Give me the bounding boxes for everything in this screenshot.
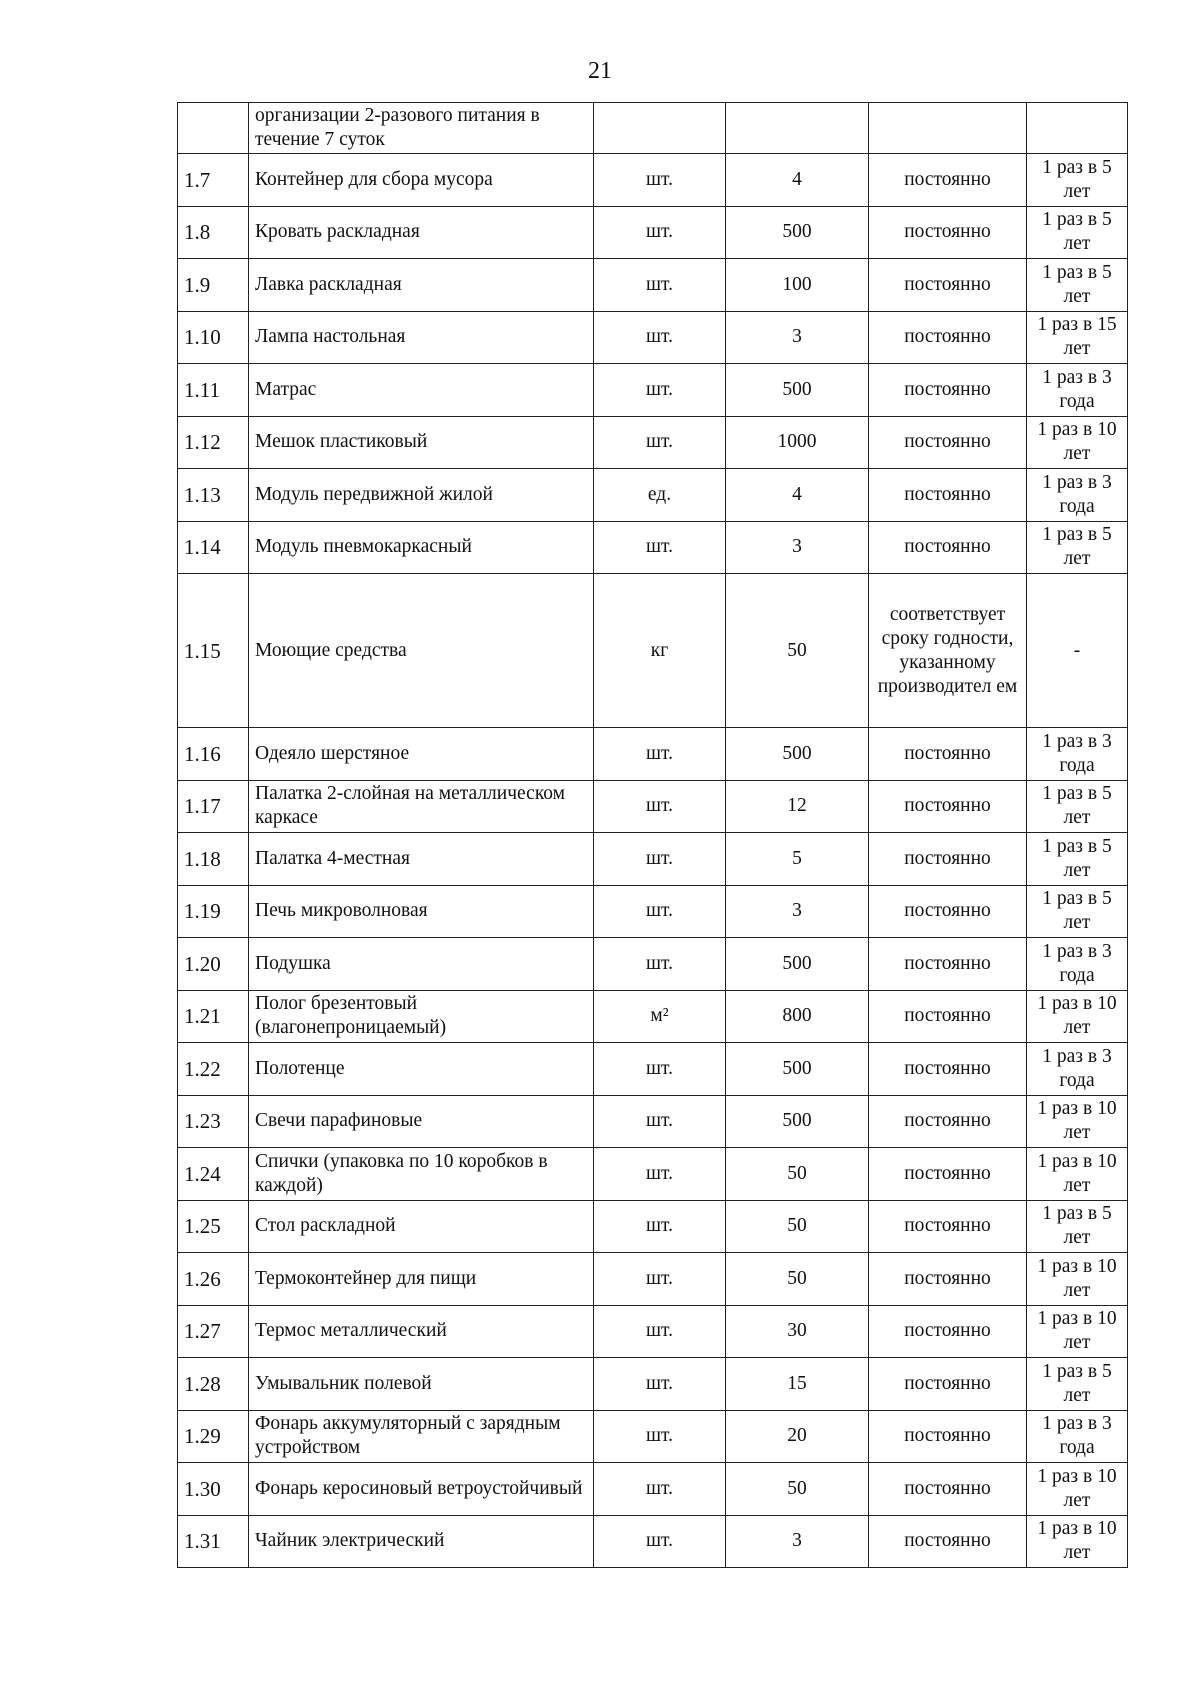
item-number-cell: 1.10: [178, 311, 249, 364]
table-row: [178, 938, 1128, 991]
unit-cell: шт.: [594, 1305, 726, 1358]
unit-cell: кг: [594, 574, 726, 728]
quantity-cell: 4: [726, 469, 869, 522]
replacement-period-cell: 1 раз в 10 лет: [1027, 1463, 1128, 1516]
item-number-cell: 1.15: [178, 574, 249, 728]
item-name-cell: Лампа настольная: [249, 311, 594, 364]
item-name-cell: Мешок пластиковый: [249, 416, 594, 469]
table-row: [178, 521, 1128, 574]
table-row: [178, 1358, 1128, 1411]
quantity-cell: 500: [726, 1095, 869, 1148]
unit-cell: шт.: [594, 1358, 726, 1411]
replacement-period-cell: 1 раз в 5 лет: [1027, 521, 1128, 574]
quantity-cell: 500: [726, 938, 869, 991]
quantity-cell: 100: [726, 259, 869, 312]
unit-cell: шт.: [594, 728, 726, 781]
item-number-cell: 1.27: [178, 1305, 249, 1358]
item-number-cell: 1.9: [178, 259, 249, 312]
item-number-cell: 1.14: [178, 521, 249, 574]
storage-term-cell: соответствует сроку годности, указанному производител ем: [869, 574, 1027, 728]
item-name-cell: Термос металлический: [249, 1305, 594, 1358]
item-name-cell: Матрас: [249, 364, 594, 417]
item-name-cell: Модуль передвижной жилой: [249, 469, 594, 522]
quantity-cell: 50: [726, 1200, 869, 1253]
replacement-period-cell: 1 раз в 3 года: [1027, 1410, 1128, 1463]
unit-cell: [594, 103, 726, 154]
unit-cell: шт.: [594, 206, 726, 259]
replacement-period-cell: 1 раз в 5 лет: [1027, 780, 1128, 833]
storage-term-cell: постоянно: [869, 1515, 1027, 1568]
unit-cell: м²: [594, 990, 726, 1043]
item-name-cell: Моющие средства: [249, 574, 594, 728]
unit-cell: шт.: [594, 364, 726, 417]
table-row: [178, 206, 1128, 259]
item-number-cell: 1.19: [178, 885, 249, 938]
quantity-cell: 50: [726, 574, 869, 728]
item-name-cell: Печь микроволновая: [249, 885, 594, 938]
unit-cell: шт.: [594, 521, 726, 574]
storage-term-cell: постоянно: [869, 416, 1027, 469]
item-name-cell: организации 2-разового питания в течение 7 суток: [249, 103, 594, 154]
table-row-continuation: [178, 103, 1128, 154]
table-row: [178, 311, 1128, 364]
unit-cell: шт.: [594, 1148, 726, 1201]
storage-term-cell: постоянно: [869, 833, 1027, 886]
item-number-cell: 1.7: [178, 154, 249, 207]
table-row: [178, 1410, 1128, 1463]
quantity-cell: 3: [726, 521, 869, 574]
unit-cell: шт.: [594, 1200, 726, 1253]
storage-term-cell: постоянно: [869, 1253, 1027, 1306]
replacement-period-cell: 1 раз в 5 лет: [1027, 885, 1128, 938]
unit-cell: шт.: [594, 833, 726, 886]
storage-term-cell: постоянно: [869, 1358, 1027, 1411]
replacement-period-cell: 1 раз в 10 лет: [1027, 1095, 1128, 1148]
quantity-cell: [726, 103, 869, 154]
replacement-period-cell: 1 раз в 10 лет: [1027, 1148, 1128, 1201]
item-name-cell: Контейнер для сбора мусора: [249, 154, 594, 207]
table-row: [178, 990, 1128, 1043]
unit-cell: шт.: [594, 1515, 726, 1568]
storage-term-cell: постоянно: [869, 1043, 1027, 1096]
storage-term-cell: постоянно: [869, 521, 1027, 574]
item-name-cell: Одеяло шерстяное: [249, 728, 594, 781]
item-name-cell: Подушка: [249, 938, 594, 991]
item-number-cell: 1.29: [178, 1410, 249, 1463]
unit-cell: шт.: [594, 154, 726, 207]
item-name-cell: Фонарь аккумуляторный с зарядным устройством: [249, 1410, 594, 1463]
table-row: [178, 1253, 1128, 1306]
unit-cell: шт.: [594, 311, 726, 364]
quantity-cell: 50: [726, 1253, 869, 1306]
quantity-cell: 50: [726, 1148, 869, 1201]
table-row: [178, 1515, 1128, 1568]
quantity-cell: 5: [726, 833, 869, 886]
replacement-period-cell: 1 раз в 15 лет: [1027, 311, 1128, 364]
quantity-cell: 1000: [726, 416, 869, 469]
storage-term-cell: постоянно: [869, 469, 1027, 522]
unit-cell: шт.: [594, 1043, 726, 1096]
quantity-cell: 12: [726, 780, 869, 833]
storage-term-cell: постоянно: [869, 728, 1027, 781]
replacement-period-cell: 1 раз в 5 лет: [1027, 833, 1128, 886]
replacement-period-cell: 1 раз в 10 лет: [1027, 416, 1128, 469]
quantity-cell: 500: [726, 728, 869, 781]
storage-term-cell: постоянно: [869, 206, 1027, 259]
item-number-cell: 1.31: [178, 1515, 249, 1568]
quantity-cell: 15: [726, 1358, 869, 1411]
page-number: 21: [588, 58, 612, 84]
item-number-cell: 1.28: [178, 1358, 249, 1411]
item-name-cell: Модуль пневмокаркасный: [249, 521, 594, 574]
item-name-cell: Умывальник полевой: [249, 1358, 594, 1411]
item-number-cell: 1.11: [178, 364, 249, 417]
quantity-cell: 30: [726, 1305, 869, 1358]
replacement-period-cell: 1 раз в 10 лет: [1027, 1305, 1128, 1358]
replacement-period-cell: 1 раз в 3 года: [1027, 1043, 1128, 1096]
replacement-period-cell: 1 раз в 10 лет: [1027, 1515, 1128, 1568]
unit-cell: шт.: [594, 938, 726, 991]
item-number-cell: [178, 103, 249, 154]
quantity-cell: 4: [726, 154, 869, 207]
item-number-cell: 1.8: [178, 206, 249, 259]
unit-cell: шт.: [594, 780, 726, 833]
replacement-period-cell: 1 раз в 5 лет: [1027, 1358, 1128, 1411]
replacement-period-cell: -: [1027, 574, 1128, 728]
item-name-cell: Кровать раскладная: [249, 206, 594, 259]
unit-cell: шт.: [594, 1463, 726, 1516]
item-number-cell: 1.25: [178, 1200, 249, 1253]
table-row: [178, 259, 1128, 312]
table-body: [178, 103, 1128, 1568]
quantity-cell: 500: [726, 364, 869, 417]
item-number-cell: 1.23: [178, 1095, 249, 1148]
storage-term-cell: постоянно: [869, 1148, 1027, 1201]
unit-cell: шт.: [594, 1095, 726, 1148]
quantity-cell: 800: [726, 990, 869, 1043]
storage-term-cell: постоянно: [869, 1463, 1027, 1516]
storage-term-cell: постоянно: [869, 1200, 1027, 1253]
quantity-cell: 50: [726, 1463, 869, 1516]
item-name-cell: Палатка 4-местная: [249, 833, 594, 886]
item-number-cell: 1.20: [178, 938, 249, 991]
item-name-cell: Чайник электрический: [249, 1515, 594, 1568]
quantity-cell: 3: [726, 885, 869, 938]
item-name-cell: Свечи парафиновые: [249, 1095, 594, 1148]
table-row: [178, 1305, 1128, 1358]
replacement-period-cell: 1 раз в 3 года: [1027, 364, 1128, 417]
storage-term-cell: постоянно: [869, 990, 1027, 1043]
storage-term-cell: постоянно: [869, 1410, 1027, 1463]
table-row: [178, 1148, 1128, 1201]
item-number-cell: 1.13: [178, 469, 249, 522]
table-row: [178, 728, 1128, 781]
item-number-cell: 1.16: [178, 728, 249, 781]
table-row: [178, 1095, 1128, 1148]
table-row: [178, 1200, 1128, 1253]
table-row: [178, 574, 1128, 728]
table-row: [178, 885, 1128, 938]
table-row: [178, 1043, 1128, 1096]
storage-term-cell: постоянно: [869, 364, 1027, 417]
storage-term-cell: постоянно: [869, 259, 1027, 312]
replacement-period-cell: 1 раз в 3 года: [1027, 728, 1128, 781]
item-number-cell: 1.21: [178, 990, 249, 1043]
item-name-cell: Спички (упаковка по 10 коробков в каждой): [249, 1148, 594, 1201]
item-name-cell: Полотенце: [249, 1043, 594, 1096]
supplies-table: [177, 102, 1128, 1568]
unit-cell: шт.: [594, 885, 726, 938]
item-name-cell: Термоконтейнер для пищи: [249, 1253, 594, 1306]
storage-term-cell: постоянно: [869, 780, 1027, 833]
item-number-cell: 1.24: [178, 1148, 249, 1201]
replacement-period-cell: 1 раз в 3 года: [1027, 469, 1128, 522]
replacement-period-cell: 1 раз в 5 лет: [1027, 154, 1128, 207]
unit-cell: шт.: [594, 1410, 726, 1463]
replacement-period-cell: [1027, 103, 1128, 154]
replacement-period-cell: 1 раз в 10 лет: [1027, 990, 1128, 1043]
replacement-period-cell: 1 раз в 10 лет: [1027, 1253, 1128, 1306]
table-row: [178, 780, 1128, 833]
table-row: [178, 416, 1128, 469]
unit-cell: шт.: [594, 1253, 726, 1306]
storage-term-cell: постоянно: [869, 1305, 1027, 1358]
storage-term-cell: [869, 103, 1027, 154]
replacement-period-cell: 1 раз в 5 лет: [1027, 206, 1128, 259]
item-number-cell: 1.18: [178, 833, 249, 886]
quantity-cell: 500: [726, 206, 869, 259]
storage-term-cell: постоянно: [869, 938, 1027, 991]
storage-term-cell: постоянно: [869, 885, 1027, 938]
quantity-cell: 20: [726, 1410, 869, 1463]
item-name-cell: Фонарь керосиновый ветроустойчивый: [249, 1463, 594, 1516]
storage-term-cell: постоянно: [869, 1095, 1027, 1148]
item-number-cell: 1.12: [178, 416, 249, 469]
item-number-cell: 1.17: [178, 780, 249, 833]
table-row: [178, 833, 1128, 886]
item-name-cell: Стол раскладной: [249, 1200, 594, 1253]
replacement-period-cell: 1 раз в 5 лет: [1027, 259, 1128, 312]
unit-cell: ед.: [594, 469, 726, 522]
item-name-cell: Полог брезентовый (влагонепроницаемый): [249, 990, 594, 1043]
item-number-cell: 1.30: [178, 1463, 249, 1516]
table-row: [178, 1463, 1128, 1516]
storage-term-cell: постоянно: [869, 311, 1027, 364]
quantity-cell: 500: [726, 1043, 869, 1096]
table-row: [178, 469, 1128, 522]
item-name-cell: Палатка 2-слойная на металлическом каркасе: [249, 780, 594, 833]
quantity-cell: 3: [726, 311, 869, 364]
replacement-period-cell: 1 раз в 5 лет: [1027, 1200, 1128, 1253]
item-name-cell: Лавка раскладная: [249, 259, 594, 312]
storage-term-cell: постоянно: [869, 154, 1027, 207]
item-number-cell: 1.26: [178, 1253, 249, 1306]
item-number-cell: 1.22: [178, 1043, 249, 1096]
quantity-cell: 3: [726, 1515, 869, 1568]
replacement-period-cell: 1 раз в 3 года: [1027, 938, 1128, 991]
table-row: [178, 364, 1128, 417]
unit-cell: шт.: [594, 416, 726, 469]
table-row: [178, 154, 1128, 207]
unit-cell: шт.: [594, 259, 726, 312]
